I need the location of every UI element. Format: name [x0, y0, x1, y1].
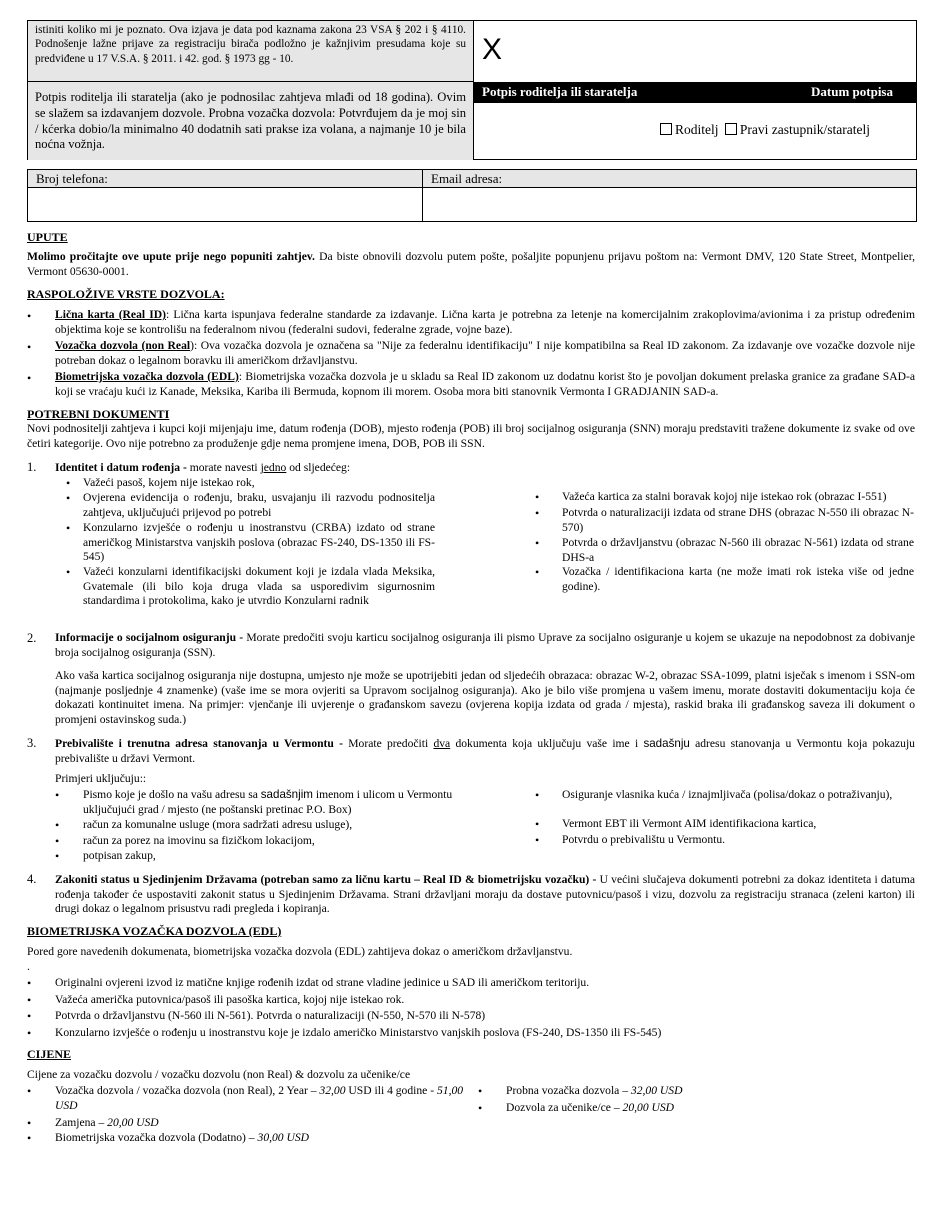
edl-intro: Pored gore navedenih dokumenata, biometrijska vozačka dozvola (EDL) zahtijeva dokaz o američkom državljanstvu.	[27, 945, 573, 958]
section3-text: dokumenta koja uključuju vaše ime i	[450, 737, 644, 750]
residency-document-item: račun za porez na imovinu sa fizičkom lokacijom,	[83, 834, 315, 847]
residency-document-item: Vermont EBT ili Vermont AIM identifikaciona kartica,	[562, 817, 817, 830]
edl-document-item: Originalni ovjereni izvod iz matične knjige rođenih izdat od strane vladine jedinice u SAD ili američkom teritoriju.	[55, 976, 590, 989]
section2-paragraph: Ako vaša kartica socijalnog osiguranja nije dostupna, umjesto nje može se upotrijebiti jedan od sljedećih obrazaca: obrazac W-2, obrazac SSA-1099, platni isječak s imenom i SSN-om (najmanje posljednje 4 znamenke) (vaše ime se mora ovjeriti sa Upravom socijalnog osiguranja). Ako je bilo više promjena u vašem imenu, morate dostaviti dokumentaciju koja će dokazati kontinuitet imena. Na primjer: vjenčanje ili uvjerenje o građanskom savezu (ovjerena kopija izdata od grada / mjesta), raskid braka ili građanskog saveza ili dokument o promjeni ostavinskog suda.)	[55, 669, 915, 726]
edl-dot: .	[27, 960, 30, 973]
bullet-icon: •	[27, 1026, 32, 1040]
license-type-title: Biometrijska vozačka dozvola (EDL)	[55, 370, 239, 383]
fee-item	[506, 1101, 906, 1116]
fee-price: 20,00 USD	[107, 1116, 159, 1129]
fee-price: 32,00	[319, 1084, 346, 1097]
parent-role-checkboxes	[660, 122, 870, 138]
bullet-icon: •	[27, 1009, 32, 1023]
section4-paragraph	[55, 873, 915, 917]
section-number: 3.	[27, 736, 37, 750]
license-type-title: Vozačka dozvola (non Real	[55, 339, 191, 352]
section1-emphasis: jedno	[260, 461, 287, 474]
identity-document-item: Potvrda o naturalizaciji izdata od strane DHS (obrazac N-550 ili obrazac N-570)	[562, 506, 914, 534]
section2-intro	[55, 631, 915, 660]
bullet-icon: •	[66, 476, 71, 490]
bullet-icon: •	[27, 993, 32, 1007]
phone-field[interactable]	[28, 170, 423, 221]
identity-document-item: Važeći pasoš, kojem nije istekao rok,	[83, 476, 255, 489]
section3-text: Morate predočiti	[342, 737, 434, 750]
guardian-checkbox[interactable]	[725, 123, 737, 135]
bullet-icon: •	[66, 565, 71, 579]
fee-price: 32,00 USD	[630, 1084, 683, 1097]
fees-intro: Cijene za vozačku dozvolu / vozačku dozvolu (non Real) & dozvolu za učenike/ce	[27, 1068, 411, 1081]
signature-x-mark: X	[482, 33, 503, 66]
identity-document-item: Važeći konzularni identifikacijski dokument koji je izdala vlada Meksika, Gvatemale (ili bilo koja druga vlada sa usporedivim sigurnosnim standardima i protokolima, kako je utvrdio Konzularni radnik	[83, 565, 435, 608]
section3-text: adresu stanovanja u Vermontu koja pokazuju prebivalište u državi Vermont.	[55, 737, 915, 765]
bullet-icon: •	[66, 491, 71, 505]
instructions-heading: UPUTE	[27, 230, 68, 244]
section3-title: Prebivalište i trenutna adresa stanovanja u Vermontu -	[55, 737, 343, 750]
section3-text: sadašnju	[643, 737, 690, 750]
fees-heading: CIJENE	[27, 1047, 72, 1061]
identity-document-item: Potvrda o državljanstvu (obrazac N-560 ili obrazac N-561) izdata od strane DHS-a	[562, 536, 914, 564]
fee-price: 20,00 USD	[622, 1101, 675, 1114]
bullet-icon: •	[27, 371, 32, 385]
bullet-icon: •	[535, 833, 540, 847]
section1-title: Identitet i datum rođenja -	[55, 461, 187, 474]
section4-title: Zakoniti status u Sjedinjenim Državama (potreban samo za ličnu kartu – Real ID & biometrijsku vozačku) -	[55, 873, 597, 886]
bullet-icon: •	[27, 976, 32, 990]
email-field[interactable]	[423, 170, 916, 221]
identity-document-item: Konzularno izvješće o rođenju u inostranstvu (CRBA) izdato od strane američkog Ministarstva vanjskih poslova (obrazac FS-240, DS-1350 ili FS-545)	[83, 521, 435, 564]
fee-item	[55, 1084, 470, 1113]
fee-item	[55, 1131, 470, 1146]
fee-item-label: Dozvola za učenike/ce –	[506, 1101, 623, 1114]
fee-item-label: Vozačka dozvola / vozačka dozvola (non Real), 2 Year –	[55, 1084, 320, 1097]
identity-document-item: Vozačka / identifikaciona karta (ne može imati rok isteka više od jedne godine).	[562, 565, 914, 593]
identity-document-item: Ovjerena evidencija o rođenju, braku, usvajanju ili razvodu podnositelja zahtjeva, uključujući prijevod po potrebi	[83, 491, 435, 519]
bullet-icon: •	[55, 818, 60, 832]
residency-document-item: Osiguranje vlasnika kuća / iznajmljivača (polisa/dokaz o potraživanju),	[562, 788, 893, 801]
bullet-icon: •	[55, 788, 60, 802]
section-number: 1.	[27, 460, 37, 474]
section-number: 4.	[27, 872, 37, 886]
documents-intro: Novi podnositelji zahtjeva i kupci koji mijenjaju ime, datum rođenja (DOB), mjesto rođenja (POB) ili broj socijalnog osiguranja (SNN) moraju predstaviti tražene dokumente iz svake od ove četiri kategorije. Ovo nije potrebno za produženje gdje nema promjene imena, DOB, POB ili SSN.	[27, 422, 915, 450]
instructions-text: Da biste obnovili dozvolu putem pošte, pošaljite popunjenu prijavu poštom na: Vermont DMV, 120 State Street, Montpelier, Vermont 05630-0001.	[27, 250, 915, 278]
bullet-icon: •	[66, 521, 71, 535]
email-label: Email adresa:	[423, 170, 916, 188]
bullet-icon: •	[478, 1084, 483, 1098]
phone-label: Broj telefona:	[28, 170, 422, 188]
bullet-icon: •	[535, 788, 540, 802]
instructions-lead: Molimo pročitajte ove upute prije nego popuniti zahtjev.	[27, 250, 315, 263]
section2-text: Morate predočiti svoju karticu socijalnog osiguranja ili pismo Uprave za socijalno osiguranje u kojem se ukazuje na nepodobnost za dobivanje broja socijalnog osiguranja (SSN).	[55, 631, 915, 659]
bullet-icon: •	[27, 340, 32, 354]
signature-table	[27, 20, 917, 160]
parent-signature-label: Potpis roditelja ili staratelja	[482, 84, 638, 99]
fee-item-label: USD ili 4 godine -	[345, 1084, 437, 1097]
parent-checkbox-label: Roditelj	[675, 122, 719, 137]
license-type-item	[55, 370, 915, 399]
edl-document-item: Konzularno izvješće o rođenju u inostranstvu koje je izdalo američko Ministarstvo vanjskih poslova (FS-240, DS-1350 ili FS-545)	[55, 1026, 662, 1039]
guardian-checkbox-label: Pravi zastupnik/staratelj	[739, 122, 870, 137]
section3-examples-label: Primjeri uključuju::	[55, 772, 147, 785]
section3-emphasis: dva	[433, 737, 451, 750]
bullet-icon: •	[55, 849, 60, 863]
bullet-icon: •	[535, 536, 540, 550]
fee-price: 51,00 USD	[55, 1084, 464, 1112]
edl-document-item: Važeća američka putovnica/pasoš ili pasoška kartica, kojoj nije istekao rok.	[55, 993, 405, 1006]
license-type-text: ): Ova vozačka dozvola je označena sa "Nije za federalnu identifikaciju" I nije kompatibilna sa Real ID zakonom. Za izdavanje ove vozačke dozvole nije potreban dokaz o legalnom boravku ili američkom državljanstvu.	[55, 339, 915, 367]
section1-text: od sljedećeg:	[286, 461, 351, 474]
edl-heading: BIOMETRIJSKA VOZAČKA DOZVOLA (EDL)	[27, 924, 282, 938]
bullet-icon: •	[535, 817, 540, 831]
residency-item-text: sadašnjim	[260, 788, 313, 801]
parent-consent-statement: Potpis roditelja ili staratelja (ako je podnosilac zahtjeva mlađi od 18 godina). Ovim se slažem sa izdavanjem dozvole. Probna vozačka dozvola: Potvrđujem da je moj sin / kćerka dobio/la minimalno 40 dodatnih sati prakse iza volana, a najmanje 10 je bila noćna vožnja.	[28, 82, 474, 160]
residency-document-item: račun za komunalne usluge (mora sadržati adresu usluge),	[83, 818, 353, 831]
bullet-icon: •	[27, 1084, 32, 1098]
license-type-text: : Lična karta ispunjava federalne standarde za izdavanje. Lična karta je potrebna za letenje na komercijalnim zrakoplovima/avionima i za pristup određenim objektima koje se kontrolišu na federalnom nivou (federalni sudovi, federalne zgrade, vojne baze).	[55, 308, 915, 336]
section1-text: morate navesti	[186, 461, 261, 474]
parent-signature-header	[474, 82, 916, 103]
license-type-item	[55, 308, 915, 337]
contact-table	[27, 169, 917, 222]
applicant-signature-field[interactable]	[474, 21, 916, 82]
fee-item-label: Biometrijska vozačka dozvola (Dodatno) –	[55, 1131, 258, 1144]
license-type-text: : Biometrijska vozačka dozvola je u skladu sa Real ID zakonom uz dodatnu korist što je povoljan dokument prelaska granice za građane SAD-a koji se vraćaju kući iz Kanade, Meksika, Kariba ili Bermuda, kopnom ili morem. Osoba mora biti stanovnik Vermonta I GRADJANIN SAD-a.	[55, 370, 915, 398]
fee-item	[55, 1116, 470, 1131]
section3-intro	[55, 737, 915, 766]
documents-heading: POTREBNI DOKUMENTI	[27, 407, 170, 421]
residency-item-text: Pismo koje je došlo na vašu adresu sa	[83, 788, 261, 801]
residency-document-item: potpisan zakup,	[83, 849, 156, 862]
fee-price: 30,00 USD	[257, 1131, 310, 1144]
section1-intro	[55, 461, 915, 476]
instructions-paragraph	[27, 250, 915, 279]
bullet-icon: •	[535, 565, 540, 579]
section2-title: Informacije o socijalnom osiguranju -	[55, 631, 244, 644]
fee-item-label: Zamjena –	[55, 1116, 108, 1129]
license-type-title: Lična karta (Real ID)	[55, 308, 166, 321]
parent-checkbox[interactable]	[660, 123, 672, 135]
bullet-icon: •	[55, 834, 60, 848]
identity-document-item: Važeća kartica za stalni boravak kojoj nije istekao rok (obrazac I-551)	[562, 490, 887, 503]
section4-text: U većini slučajeva dokumenti potrebni za dokaz identiteta i datuma rođenja također će uspostaviti zakonit status u Sjedinjenim Državama. Strani državljani moraju da dostave putovnicu/pasoš i vizu, dozvolu za registraciju stranaca (zeleni karton) ili drugi dokaz o legalnom prisustvu radi pregleda i kopiranja.	[55, 873, 916, 916]
fee-item-label: Probna vozačka dozvola –	[506, 1084, 631, 1097]
edl-document-item: Potvrda o državljanstvu (N-560 ili N-561). Potvrda o naturalizaciji (N-550, N-570 ili N-578)	[55, 1009, 486, 1022]
residency-item-text: imenom i ulicom u Vermontu uključujući grad / mjesto (ne poštanski pretinac P.O. Box)	[83, 788, 453, 816]
bullet-icon: •	[535, 506, 540, 520]
bullet-icon: •	[478, 1101, 483, 1115]
fee-item	[506, 1084, 906, 1099]
bullet-icon: •	[27, 309, 32, 323]
perjury-statement: istiniti koliko mi je poznato. Ova izjava je data pod kaznama zakona 23 VSA § 202 i § 4110. Podnošenje lažne prijave za registraciju birača podložno je kažnjivim presudama koje su predviđene u 17 V.S.A. § 2011. i 42. god. § 1973 gg - 10.	[28, 21, 474, 82]
license-type-item	[55, 339, 915, 368]
signature-date-label: Datum potpisa	[811, 84, 893, 99]
bullet-icon: •	[27, 1116, 32, 1130]
section-number: 2.	[27, 631, 37, 645]
bullet-icon: •	[535, 490, 540, 504]
bullet-icon: •	[27, 1131, 32, 1145]
residency-document-item	[83, 788, 453, 817]
residency-document-item: Potvrdu o prebivalištu u Vermontu.	[562, 833, 726, 846]
license-types-heading: RASPOLOŽIVE VRSTE DOZVOLA:	[27, 287, 225, 301]
